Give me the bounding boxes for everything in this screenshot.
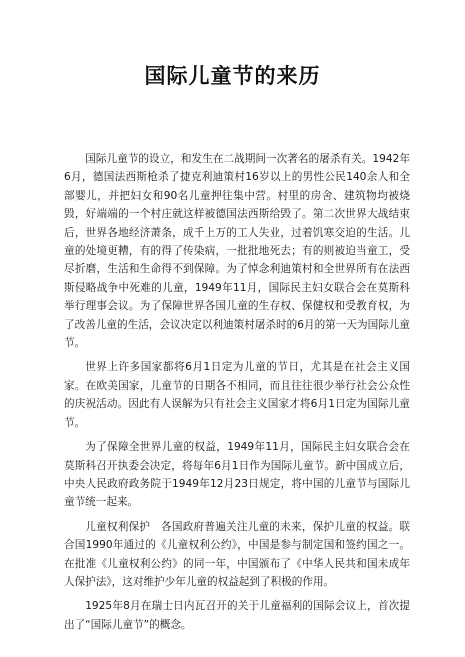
paragraph-2: 世界上许多国家都将6月1日定为儿童的节日，尤其是在社会主义国家。在欧美国家，儿童节的日期各不相同，而且往往很少举行社会公众性的庆祝活动。因此有人误解为只有社会主义国家才将6月1日定为国际儿童节。 <box>64 361 410 429</box>
document-body <box>64 150 410 640</box>
paragraph-1: 国际儿童节的设立，和发生在二战期间一次著名的屠杀有关。1942年6月，德国法西斯枪杀了捷克利迪策村16岁以上的男性公民140余人和全部婴儿，并把妇女和90名儿童押往集中营。村里的房舍、建筑物均被烧毁，好端端的一个村庄就这样被德国法西斯给毁了。第二次世界大战结束后，世界各地经济萧条，成千上万的工人失业，过着饥寒交迫的生活。儿童的处境更糟，有的得了传染病，一批批地死去；有的则被迫当童工，受尽折磨，生活和生命得不到保障。为了悼念利迪策村和全世界所有在法西斯侵略战争中死难的儿童，1949年11月，国际民主妇女联合会在莫斯科举行理事会议。为了保障世界各国儿童的生存权、保健权和受教育权，为了改善儿童的生活，会议决定以利迪策村屠杀时的6月的第一天为国际儿童节。 <box>64 153 410 350</box>
document-title: 国际儿童节的来历 <box>144 63 321 88</box>
paragraph-4: 儿童权利保护 各国政府普遍关注儿童的未来，保护儿童的权益。联合国1990年通过的《儿童权利公约》，中国是参与制定国和签约国之一。在批准《儿童权利公约》的同一年，中国颁布了《中华人民共和国未成年人保护法》，这对维护少年儿童的权益起到了积极的作用。 <box>64 520 410 588</box>
paragraph-3: 为了保障全世界儿童的权益，1949年11月，国际民主妇女联合会在莫斯科召开执委会决定，将每年6月1日作为国际儿童节。新中国成立后，中央人民政府政务院于1949年12月23日规定，将中国的儿童节与国际儿童节统一起来。 <box>64 441 410 509</box>
paragraph-5: 1925年8月在瑞士日内瓦召开的关于儿童福利的国际会议上，首次提出了“国际儿童节”的概念。 <box>64 600 410 631</box>
